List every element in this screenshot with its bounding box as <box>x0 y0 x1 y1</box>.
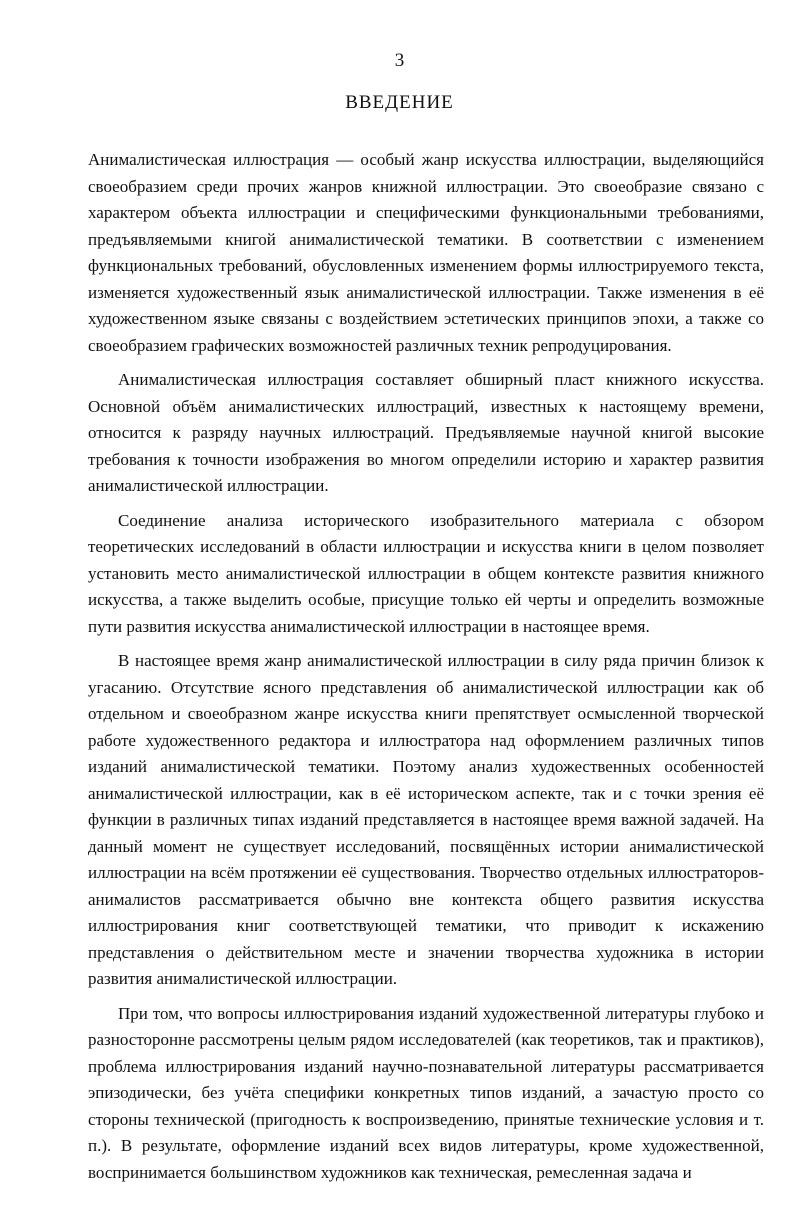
paragraph-4: В настоящее время жанр анималистической иллюстрации в силу ряда причин близок к угасанию. Отсутствие ясного представления об анималистической иллюстрации как об отдельном и своеобразном жанре искусства книги препятствует осмысленной творческой работе художественного редактора и иллюстратора над оформлением различных типов изданий анималистической тематики. Поэтому анализ художественных особенностей анималистической иллюстрации, как в её историческом аспекте, так и с точки зрения её функции в различных типах изданий представляется в настоящее время важной задачей. На данный момент не существует исследований, посвящённых истории анималистической иллюстрации на всём протяжении её существования. Творчество отдельных иллюстраторов-анималистов рассматривается обычно вне контекста общего развития искусства иллюстрирования книг соответствующей тематики, что приводит к искажению представления о действительном месте и значении творчества художника в истории развития анималистической иллюстрации. <box>88 651 764 988</box>
paragraph-3: Соединение анализа исторического изобразительного материала с обзором теоретических исследований в области иллюстрации и искусства книги в целом позволяет установить место анималистической иллюстрации в общем контексте развития книжного искусства, а также выделить особые, присущие только ей черты и определить возможные пути развития искусства анималистической иллюстрации в настоящее время. <box>88 510 764 636</box>
paragraph-2: Анималистическая иллюстрация составляет обширный пласт книжного искусства. Основной объём анималистических иллюстраций, известных к настоящему времени, относится к разряду научных иллюстраций. Предъявляемые научной книгой высокие требования к точности изображения во многом определили историю и характер развития анималистической иллюстрации. <box>88 370 764 495</box>
page-number: 3 <box>394 50 405 71</box>
body-text <box>88 147 764 1194</box>
paragraph-1: Анималистическая иллюстрация — особый жанр искусства иллюстрации, выделяющийся своеобразием среди прочих жанров книжной иллюстрации. Это своеобразие связано с характером объекта иллюстрации и специфическими функциональными требованиями, предъявляемыми книгой анималистической тематики. В соответствии с изменением функциональных требований, обусловленных изменением формы иллюстрируемого текста, изменяется художественный язык анималистической иллюстрации. Также изменения в её художественном языке связаны с воздействием эстетических принципов эпохи, а также со своеобразием графических возможностей различных техник репродуцирования. <box>88 150 764 355</box>
section-heading: ВВЕДЕНИЕ <box>345 92 454 113</box>
paragraph-5: При том, что вопросы иллюстрирования изданий художественной литературы глубоко и разносторонне рассмотрены целым рядом исследователей (как теоретиков, так и практиков), проблема иллюстрирования изданий научно-познавательной литературы рассматривается эпизодически, без учёта специфики конкретных типов изданий, а зачастую просто со стороны технической (пригодность к воспроизведению, принятые технические условия и т. п.). В результате, оформление изданий всех видов литературы, кроме художественной, воспринимается большинством художников как техническая, ремесленная задача и <box>88 1003 764 1182</box>
